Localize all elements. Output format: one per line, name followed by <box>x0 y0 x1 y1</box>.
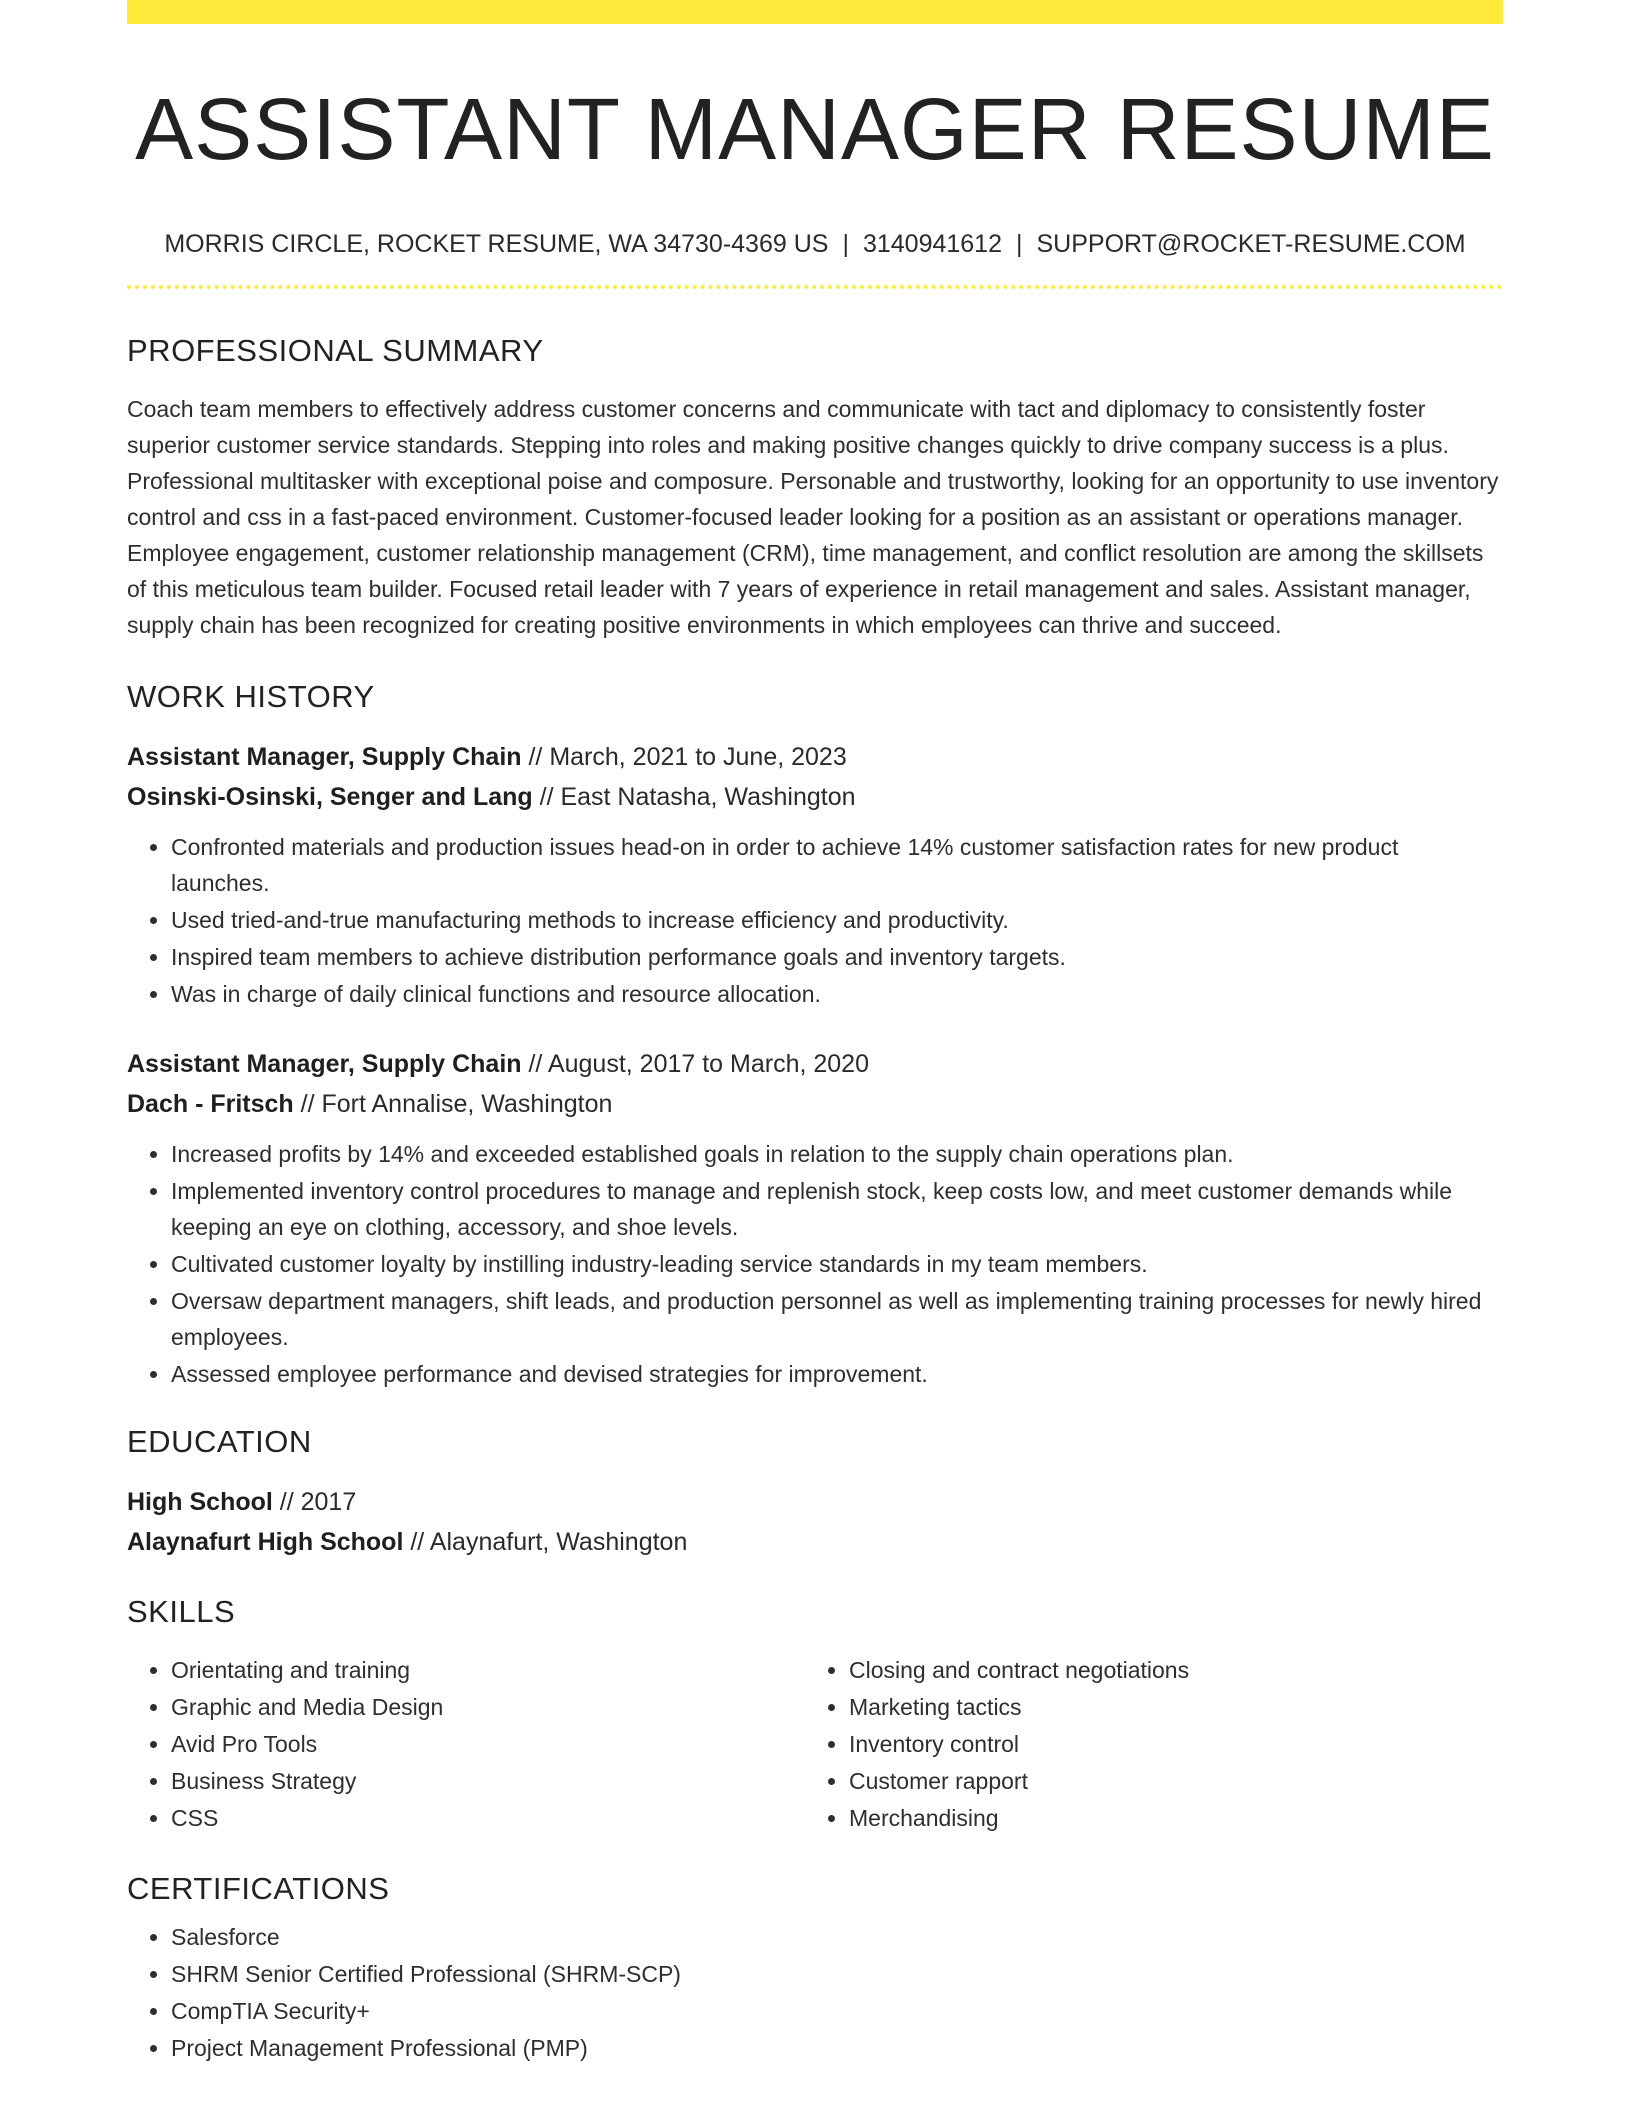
skills-heading: SKILLS <box>127 1593 236 1629</box>
job-bullet: • Confronted materials and production issues head-on in order to achieve 14% customer satisfaction rates for new product launches. <box>171 829 1503 901</box>
skill-item: • Graphic and Media Design <box>171 1689 805 1725</box>
education-school-line <box>127 1522 1503 1562</box>
education-degree-line <box>127 1482 1503 1522</box>
contact-separator: | <box>842 229 849 258</box>
certification-item: • CompTIA Security+ <box>171 1993 1503 2029</box>
education-degree: High School <box>127 1487 273 1516</box>
education-heading: EDUCATION <box>127 1423 312 1459</box>
contact-phone: 3140941612 <box>862 229 1002 258</box>
resume-page <box>127 0 1503 2067</box>
job-title-line <box>127 1044 1503 1084</box>
job-bullet: • Was in charge of daily clinical functions and resource allocation. <box>171 976 1503 1012</box>
contact-separator: | <box>1016 229 1023 258</box>
skill-item: • Orientating and training <box>171 1652 805 1688</box>
dotted-divider <box>127 285 1503 289</box>
education-entry <box>127 1482 1503 1562</box>
certification-item: • Salesforce <box>171 1919 1503 1955</box>
skills-list <box>127 1652 805 1836</box>
education-school: Alaynafurt High School <box>127 1527 404 1556</box>
skill-item: • Avid Pro Tools <box>171 1726 805 1762</box>
job-bullet: • Increased profits by 14% and exceeded established goals in relation to the supply chain operations plan. <box>171 1136 1503 1172</box>
job-title: Assistant Manager, Supply Chain <box>127 1049 522 1078</box>
skill-item: • Business Strategy <box>171 1763 805 1799</box>
job-bullet: • Inspired team members to achieve distribution performance goals and inventory targets. <box>171 939 1503 975</box>
accent-bar <box>127 0 1503 24</box>
job-company-line <box>127 1084 1503 1124</box>
skill-item: • Marketing tactics <box>849 1689 1483 1725</box>
job-company: Dach - Fritsch <box>127 1089 294 1118</box>
skill-item: • CSS <box>171 1800 805 1836</box>
contact-email: SUPPORT@ROCKET-RESUME.COM <box>1036 229 1466 258</box>
job-bullets <box>127 1136 1503 1392</box>
job-bullets <box>127 829 1503 1012</box>
job-company: Osinski-Osinski, Senger and Lang <box>127 782 533 811</box>
summary-text: Coach team members to effectively address customer concerns and communicate with tact and diplomacy to consistently foster superior customer service standards. Stepping into roles and making positive changes quickly to drive company success is a plus. Professional multitasker with exceptional poise and composure. Personable and trustworthy, looking for an opportunity to use inventory control and css in a fast-paced environment. Customer-focused leader looking for a position as an assistant or operations manager. Employee engagement, customer relationship management (CRM), time management, and conflict resolution are among the skillsets of this meticulous team builder. Focused retail leader with 7 years of experience in retail management and sales. Assistant manager, supply chain has been recognized for creating positive environments in which employees can thrive and succeed. <box>127 395 1499 638</box>
job-company-line <box>127 777 1503 817</box>
resume-title: ASSISTANT MANAGER RESUME <box>135 81 1495 178</box>
job-dates: // March, 2021 to June, 2023 <box>521 742 847 771</box>
job-bullet: • Implemented inventory control procedures to manage and replenish stock, keep costs low, and meet customer demands while keeping an eye on clothing, accessory, and shoe levels. <box>171 1173 1503 1245</box>
skills-list <box>805 1652 1483 1836</box>
certifications-heading: CERTIFICATIONS <box>127 1870 390 1906</box>
job-location: // Fort Annalise, Washington <box>293 1089 613 1118</box>
education-year: // 2017 <box>272 1487 357 1516</box>
contact-address: MORRIS CIRCLE, ROCKET RESUME, WA 34730-4369 US <box>164 229 829 258</box>
skill-item: • Inventory control <box>849 1726 1483 1762</box>
skill-item: • Merchandising <box>849 1800 1483 1836</box>
skill-item: • Closing and contract negotiations <box>849 1652 1483 1688</box>
skills-column-right <box>805 1652 1483 1837</box>
job-title-line <box>127 737 1503 777</box>
skill-item: • Customer rapport <box>849 1763 1483 1799</box>
job-bullet: • Used tried-and-true manufacturing methods to increase efficiency and productivity. <box>171 902 1503 938</box>
job-dates: // August, 2017 to March, 2020 <box>521 1049 869 1078</box>
job-bullet: • Cultivated customer loyalty by instilling industry-leading service standards in my team members. <box>171 1246 1503 1282</box>
job-bullet: • Oversaw department managers, shift leads, and production personnel as well as implementing training processes for newly hired employees. <box>171 1283 1503 1355</box>
job-location: // East Natasha, Washington <box>532 782 856 811</box>
certifications-list <box>127 1919 1503 2066</box>
education-location: // Alaynafurt, Washington <box>403 1527 688 1556</box>
job-bullet: • Assessed employee performance and devised strategies for improvement. <box>171 1356 1503 1392</box>
certification-item: • SHRM Senior Certified Professional (SHRM-SCP) <box>171 1956 1503 1992</box>
job-entry <box>127 1044 1503 1392</box>
job-entry <box>127 737 1503 1012</box>
certification-item: • Project Management Professional (PMP) <box>171 2030 1503 2066</box>
skills-columns <box>127 1652 1503 1837</box>
summary-heading: PROFESSIONAL SUMMARY <box>127 332 544 368</box>
skills-column-left <box>127 1652 805 1837</box>
job-title: Assistant Manager, Supply Chain <box>127 742 522 771</box>
contact-line <box>127 230 1503 259</box>
work-history-heading: WORK HISTORY <box>127 678 375 714</box>
